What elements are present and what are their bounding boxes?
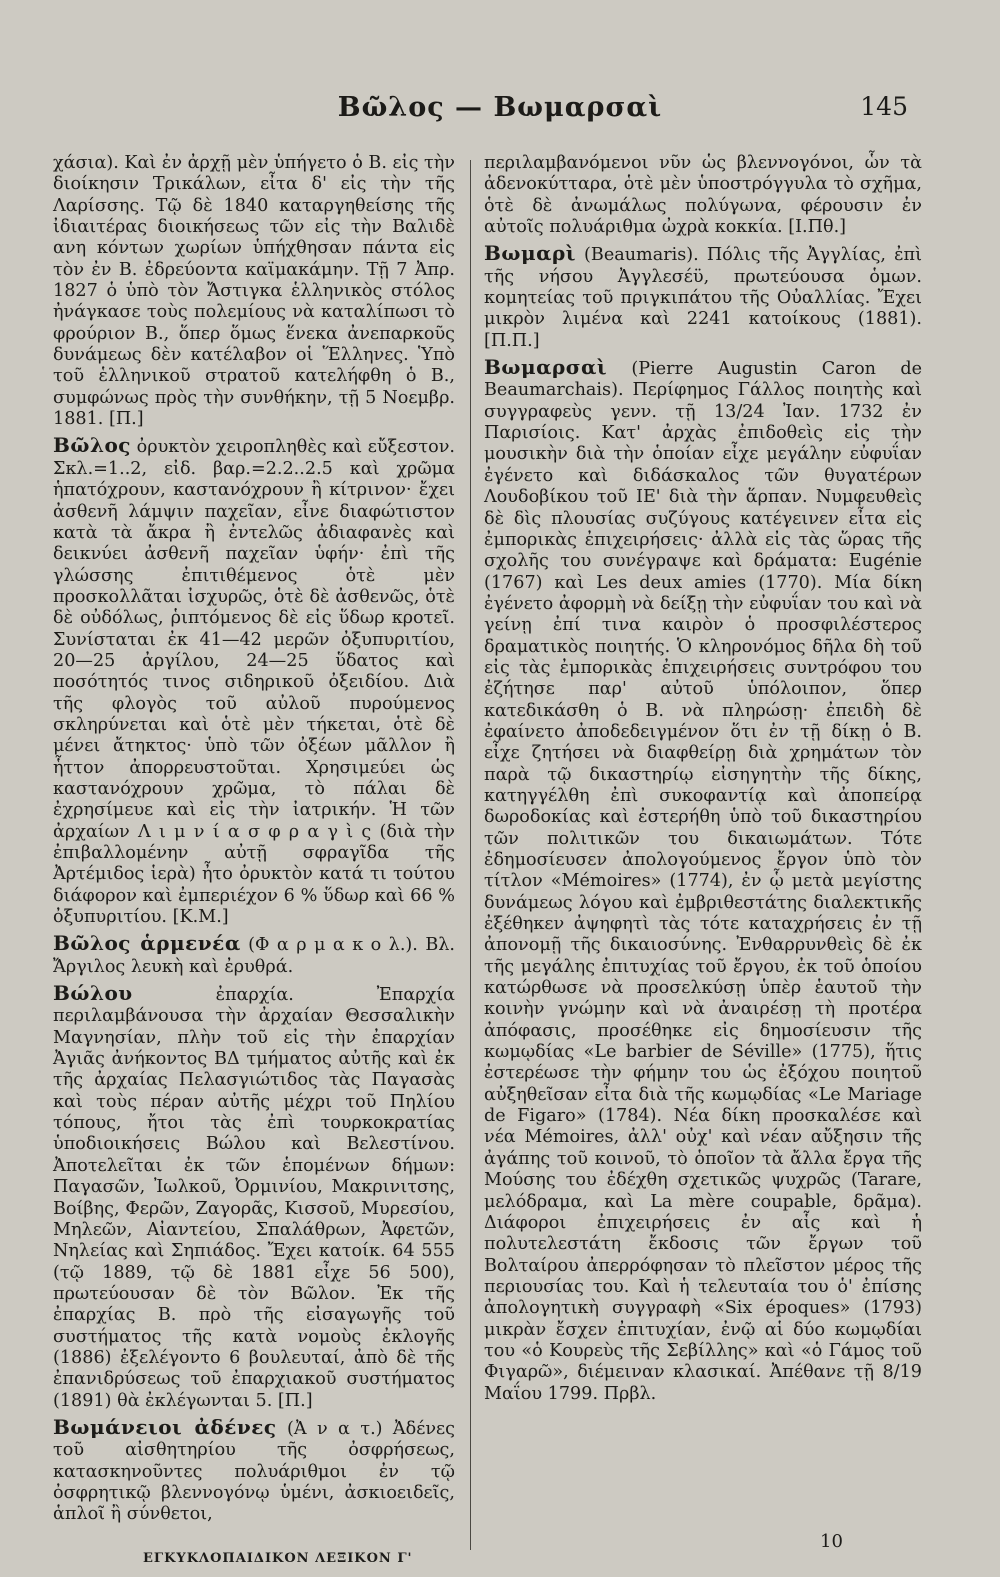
- entry-headword: Βῶλος: [53, 433, 131, 458]
- footer-sheet-number: 10: [820, 1531, 843, 1552]
- entry-text: ἐπαρχία. Ἐπαρχία περιλαμβάνουσα τὴν ἀρχαίαν Θεσσαλικὴν Μαγνησίαν, πλὴν τοῦ εἰς τὴν ἐπαρχίαν Ἀγιᾶς ἀνήκοντος ΒΔ τμήματος αὐτῆς καὶ ἐκ τῆς ἀρχαίας Πελασγιώτιδος τὰς Παγασὰς καὶ τοὺς πέραν αὐτῆς μέχρι τοῦ Πηλίου τόπους, ἤτοι τὰς ἐπὶ τουρκοκρατίας ὑποδιοικήσεις Βώλου καὶ Βελεστίνου. Ἀποτελεῖται ἐκ τῶν ἑπομένων δήμων: Παγασῶν, Ἰωλκοῦ, Ὀρμινίου, Μακρινιτσης, Βοίβης, Φερῶν, Ζαγορᾶς, Κισσοῦ, Μυρεσίου, Μηλεῶν, Αἰαντείου, Σπαλάθρων, Ἀφετῶν, Νηλείας καὶ Σηπιάδος. Ἔχει κατοίκ. 64 555 (τῷ 1889, τῷ δὲ 1881 εἶχε 56 500), πρωτεύουσαν δὲ τὸν Βῶλον. Ἐκ τῆς ἐπαρχίας Β. πρὸ τῆς εἰσαγωγῆς τοῦ συστήματος τῆς κατὰ νομοὺς ἐκλογῆς (1886) ἐξελέγοντο 6 βουλευταί, ἀπὸ δὲ τῆς ἐπανιδρύσεως τοῦ ἐπαρχιακοῦ συστήματος (1891) θὰ ἐκλέγωνται 5. [Π.]: [53, 985, 455, 1411]
- dictionary-entry: [53, 983, 455, 1412]
- page-header: [0, 92, 1000, 132]
- dictionary-entry: [484, 243, 922, 352]
- entry-text: (Ἀ ν α τ.) Ἀδένες τοῦ αἰσθητηρίου τῆς ὀσφρήσεως, κατασκηνοῦντες πολυάριθμοι ἐν τῷ ὀσφρητικῷ βλεννογόνῳ ὑμένι, ἀσκιοειδεῖς, ἁπλοῖ ἢ σύνθετοι,: [53, 1418, 456, 1525]
- entry-headword: Βῶλος ἁρμενέα: [53, 931, 241, 956]
- entry-text: (Beaumaris). Πόλις τῆς Ἀγγλίας, ἐπὶ τῆς νήσου Ἀγγλεσέϋ, πρωτεύουσα ὁμων. κομητείας τοῦ πριγκιπάτου τῆς Οὐαλλίας. Ἔχει μικρὸν λιμένα καὶ 2241 κατοίκους (1881). [Π.Π.]: [484, 245, 922, 351]
- entry-text: περιλαμβανόμενοι νῦν ὡς βλεννογόνοι, ὧν τὰ ἀδενοκύτταρα, ὁτὲ μὲν ὑποστρόγγυλα τὸ σχῆμα, ὁτὲ δὲ ἀνωμάλως πολύγωνα, φέρουσιν ἐν αὐτοῖς πολυάριθμα ὠχρὰ κοκκία. [Ι.Πθ.]: [484, 153, 922, 238]
- right-column: [484, 153, 922, 1405]
- entry-text: (Pierre Augustin Caron de Beaumarchais). Περίφημος Γάλλος ποιητὴς καὶ συγγραφεὺς γενν. τῇ 13/24 Ἰαν. 1732 ἐν Παρισίοις. Κατ' ἀρχὰς ἐπιδοθεὶς εἰς τὴν μουσικὴν διὰ τὴν ὁποίαν εἶχε μεγάλην εὐφυΐαν ἐγένετο καὶ διδάσκαλος τῶν θυγατέρων Λουδοβίκου τοῦ ΙΕ' διὰ τὴν ἅρπαν. Νυμφευθεὶς δὲ δὶς πλουσίας συζύγους κατέγεινεν εἶτα εἰς ἐμπορικὰς ἐπιχειρήσεις· ἀλλὰ εἰς τὰς ὥρας τῆς σχολῆς του συνέγραψε καὶ δράματα: Eugénie (1767) καὶ Les deux amies (1770). Μία δίκη ἐγένετο ἀφορμὴ νὰ δείξῃ τὴν εὐφυΐαν του καὶ νὰ γείνῃ ἐπί τινα καιρὸν ὁ προσφιλέστερος δραματικὸς ποιητής. Ὁ κληρονόμος δῆλα δὴ τοῦ εἰς τὰς ἐμπορικὰς ἐπιχειρήσεις συντρόφου του ἐζήτησε παρ' αὐτοῦ ὑπόλοιπον, ὅπερ κατεδικάσθη ὁ Β. νὰ πληρώσῃ· ἐπειδὴ δὲ ἐφαίνετο ἀποδεδειγμένον ὅτι ἐν τῇ δίκῃ ὁ Β. εἶχε ζητήσει νὰ διαφθείρῃ διὰ χρημάτων τὸν παρὰ τῷ δικαστηρίῳ εἰσηγητὴν τῆς δίκης, κατηγγέλθη ἐπὶ συκοφαντίᾳ καὶ ἀποπείρᾳ δωροδοκίας καὶ ἐστερήθη ὑπὸ τοῦ δικαστηρίου τῶν πολιτικῶν του δικαιωμάτων. Τότε ἐδημοσίευσεν ἀπολογούμενος ἔργον ὑπὸ τὸν τίτλον «Mémoires» (1774), ἐν ᾧ μετὰ μεγίστης δυνάμεως λόγου καὶ ἐμβριθεστάτης διαλεκτικῆς ἐξέθηκεν ἀψηφητὶ τὰς τότε καταχρήσεις ἐν τῇ ἀπονομῇ τῆς δικαιοσύνης. Ἐνθαρρυνθεὶς δὲ ἐκ τῆς μεγάλης ἐπιτυχίας τοῦ ἔργου, ἐκ τοῦ ὁποίου κατώρθωσε νὰ προσελκύσῃ ὑπὲρ ἑαυτοῦ τὴν κοινὴν γνώμην καὶ νὰ ἀναιρέσῃ τὴ προτέρα ἀπόφασις, προσέθηκε εἰς δημοσίευσιν τῆς κωμῳδίας «Le barbier de Séville» (1775), ἥτις ἐστερέωσε τὴν φήμην του ὡς ἐξόχου ποιητοῦ αὐξηθεῖσαν εἶτα διὰ τῆς κωμῳδίας «Le Mariage de Figaro» (1784). Νέα δίκη προσκαλέσε καὶ νέα Mémoires, ἀλλ' οὐχ' καὶ νέαν αὔξησιν τῆς ἀγάπης τοῦ κοινοῦ, τὸ ὁποῖον τὰ ἄλλα ἔργα τῆς Μούσης του ἐδέχθη σχετικῶς ψυχρῶς (Tarare, μελόδραμα, καὶ La mère coupable, δρᾶμα). Διάφοροι ἐπιχειρήσεις ἐν αἷς καὶ ἡ πολυτελεστάτη ἔκδοσις τῶν ἔργων τοῦ Βολταίρου ἀπερρόφησαν τὸ πλεῖστον μέρος τῆς περιουσίας του. Καὶ ἡ τελευταία του ὁ' ἐπίσης ἀπολογητικὴ συγγραφὴ «Six époques» (1793) μικρὰν ἔσχεν ἐπιτυχίαν, ἐνῷ αἱ δύο κωμῳδίαι του «ὁ Κουρεὺς τῆς Σεβίλλης» καὶ «ὁ Γάμος τοῦ Φιγαρῶ», διέμειναν κλασικαί. Ἀπέθανε τῇ 8/19 Μαΐου 1799. Πρβλ.: [484, 359, 922, 1404]
- footer-signature: ΕΓΚΥΚΛΟΠΑΙΔΙΚΟΝ ΛΕΞΙΚΟΝ Γ': [143, 1551, 413, 1566]
- page-number: 145: [860, 92, 908, 121]
- entry-headword: Βωμαρὶ: [484, 241, 576, 266]
- column-divider: [470, 160, 471, 1550]
- entry-text: (Φ α ρ μ α κ ο λ.). Βλ. Ἄργιλος λευκὴ καὶ ἐρυθρά.: [53, 935, 455, 977]
- dictionary-entry: [484, 357, 922, 1405]
- entry-text: χάσια). Καὶ ἐν ἀρχῇ μὲν ὑπήγετο ὁ Β. εἰς τὴν διοίκησιν Τρικάλων, εἶτα δ' εἰς τὴν τῆς Λαρίσσης. Τῷ δὲ 1840 καταργηθείσης τῆς ἰδιαιτέρας διοικήσεως τῶν εἰς τὴν Βαλιδὲ ανη κόντων χωρίων ὑπήχθησαν πάντα εἰς τὸν ἐν Β. ἐδρεύοντα καϊμακάμην. Τῇ 7 Ἀπρ. 1827 ὁ ὑπὸ τὸν Ἄστιγκα ἑλληνικὸς στόλος ἠνάγκασε τοὺς πολεμίους νὰ καταλίπωσι τὸ φρούριον Β., ὅπερ ὅμως ἕνεκα ἀνεπαρκοῦς δυνάμεως δὲν κατέλαβον οἱ Ἕλληνες. Ὑπὸ τοῦ ἑλληνικοῦ στρατοῦ κατελήφθη ὁ Β., συμφώνως πρὸς τὴν συνθήκην, τῇ 5 Νοεμβρ. 1881. [Π.]: [53, 153, 455, 430]
- dictionary-entry: [53, 933, 455, 978]
- left-column: [53, 153, 455, 1526]
- entry-headword: Βωμαρσαὶ: [484, 355, 608, 380]
- dictionary-entry: [484, 153, 922, 238]
- entry-text: ὀρυκτὸν χειροπληθὲς καὶ εὔξεστον. Σκλ.=1..2, εἰδ. βαρ.=2.2..2.5 καὶ χρῶμα ἡπατόχρουν, καστανόχρουν ἢ κίτρινον· ἔχει ἀσθενῆ λάμψιν παχεῖαν, εἶνε διαφώτιστον κατὰ τὰ ἄκρα ἢ ἐντελῶς ἀδιαφανὲς καὶ δεικνύει ἀσθενῆ παχεῖαν ὑφήν· ἐπὶ τῆς γλώσσης ἐπιτιθέμενος ὁτὲ μὲν προσκολλᾶται ἰσχυρῶς, ὁτὲ δὲ ἀσθενῶς, ὁτὲ δὲ οὐδόλως, ῥιπτόμενος δὲ εἰς ὕδωρ κροτεῖ. Συνίσταται ἐκ 41—42 μερῶν ὀξυπυριτίου, 20—25 ἀργίλου, 24—25 ὕδατος καὶ ποσότητός τινος σιδηρικοῦ ὀξειδίου. Διὰ τῆς φλογὸς τοῦ αὐλοῦ πυρούμενος σκληρύνεται καὶ ὁτὲ μὲν τήκεται, ὁτὲ δὲ μένει ἄτηκτος· ὑπὸ τῶν ὀξέων μᾶλλον ἢ ἧττον ἀπορρευστοῦται. Χρησιμεύει ὡς καστανόχρουν χρῶμα, τὸ πάλαι δὲ ἐχρησίμευε καὶ εἰς τὴν ἰατρικήν. Ἡ τῶν ἀρχαίων Λ ι μ ν ί α σ φ ρ α γ ὶ ς (διὰ τὴν ἐπιβαλλομένην αὐτῇ σφραγῖδα τῆς Ἀρτέμιδος ἱερὰ) ἦτο ὀρυκτὸν κατά τι τούτου διάφορον καὶ ἐμπεριέχον 6 % ὕδωρ καὶ 66 % ὀξυπυριτίου. [Κ.Μ.]: [53, 437, 455, 928]
- dictionary-entry: [53, 1414, 456, 1526]
- running-title: Βῶλος — Βωμαρσαὶ: [337, 92, 663, 123]
- dictionary-entry: [53, 153, 455, 430]
- entry-headword: Βωμάνειοι ἀδένες: [53, 1414, 277, 1439]
- entry-headword: Βώλου: [53, 981, 133, 1006]
- dictionary-entry: [53, 435, 455, 928]
